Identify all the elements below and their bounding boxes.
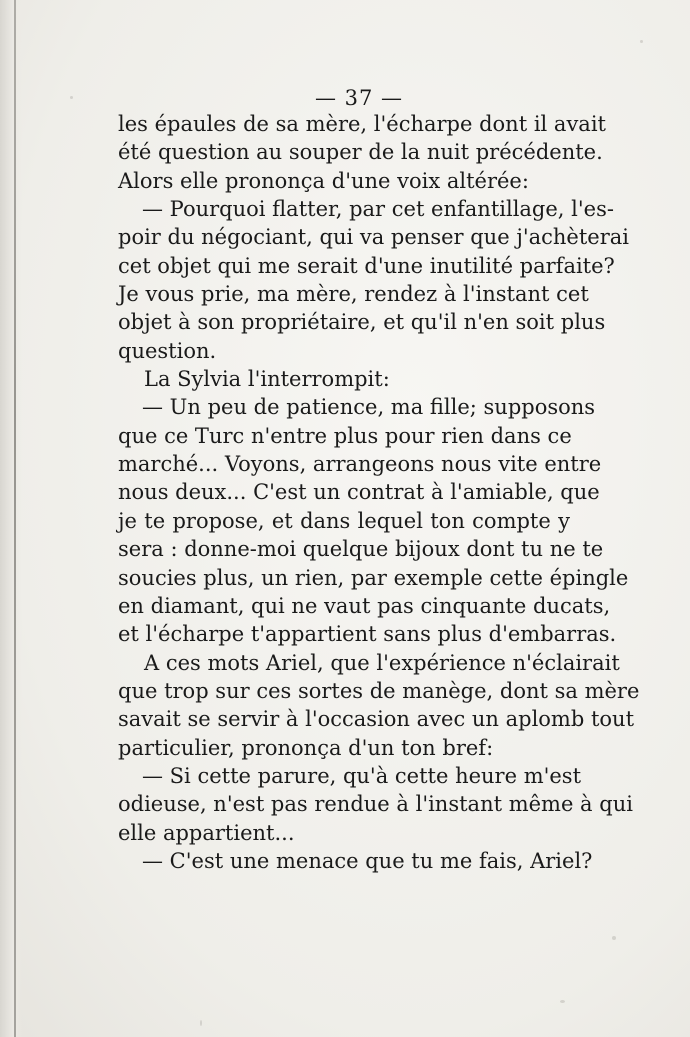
- text-line: cet objet qui me serait d'une inutilité parfaite?: [118, 253, 615, 278]
- text-line: Alors elle prononça d'une voix altérée:: [118, 168, 529, 193]
- text-line: que ce Turc n'entre plus pour rien dans ce: [118, 423, 572, 448]
- text-line: elle appartient...: [118, 820, 295, 845]
- text-line: A ces mots Ariel, que l'expérience n'éclairait: [144, 650, 620, 675]
- text-line: — Un peu de patience, ma fille; supposons: [142, 395, 596, 420]
- text-line: sera : donne-moi quelque bijoux dont tu ne te: [118, 537, 604, 562]
- text-line: soucies plus, un rien, par exemple cette épingle: [118, 565, 629, 590]
- page-number: — 37 —: [314, 86, 404, 110]
- text-line: Je vous prie, ma mère, rendez à l'instant cet: [118, 282, 589, 307]
- paper-speck: [200, 1020, 202, 1026]
- text-line: odieuse, n'est pas rendue à l'instant même à qui: [118, 792, 633, 817]
- text-line: savait se servir à l'occasion avec un aplomb tout: [118, 707, 635, 732]
- text-line: particulier, prononça d'un ton bref:: [118, 735, 494, 760]
- text-line: été question au souper de la nuit précédente.: [118, 140, 603, 165]
- text-line: — Pourquoi flatter, par cet enfantillage, l'es-: [142, 197, 614, 222]
- text-line: — C'est une menace que tu me fais, Ariel?: [142, 848, 593, 873]
- paper-speck: [612, 936, 616, 940]
- text-line: question.: [118, 338, 217, 363]
- text-line: objet à son propriétaire, et qu'il n'en soit plus: [118, 310, 606, 335]
- text-line: — Si cette parure, qu'à cette heure m'est: [142, 763, 582, 788]
- text-line: nous deux... C'est un contrat à l'amiable, que: [118, 480, 600, 505]
- text-line: en diamant, qui ne vaut pas cinquante ducats,: [118, 593, 611, 618]
- text-line: et l'écharpe t'appartient sans plus d'embarras.: [118, 622, 617, 647]
- text-line: je te propose, et dans lequel ton compte y: [118, 508, 570, 533]
- text-line: les épaules de sa mère, l'écharpe dont il avait: [118, 112, 606, 136]
- page-binding-line: [14, 0, 16, 1037]
- text-line: La Sylvia l'interrompit:: [144, 367, 390, 392]
- page-binding-edge: [0, 0, 22, 1037]
- text-line: que trop sur ces sortes de manège, dont sa mère: [118, 678, 640, 703]
- text-line: poir du négociant, qui va penser que j'achèterai: [118, 225, 629, 250]
- paper-speck: [70, 96, 73, 99]
- text-line: marché... Voyons, arrangeons nous vite entre: [118, 452, 602, 477]
- paper-speck: [640, 40, 643, 43]
- body-text: [118, 110, 640, 875]
- paper-speck: [560, 1000, 565, 1003]
